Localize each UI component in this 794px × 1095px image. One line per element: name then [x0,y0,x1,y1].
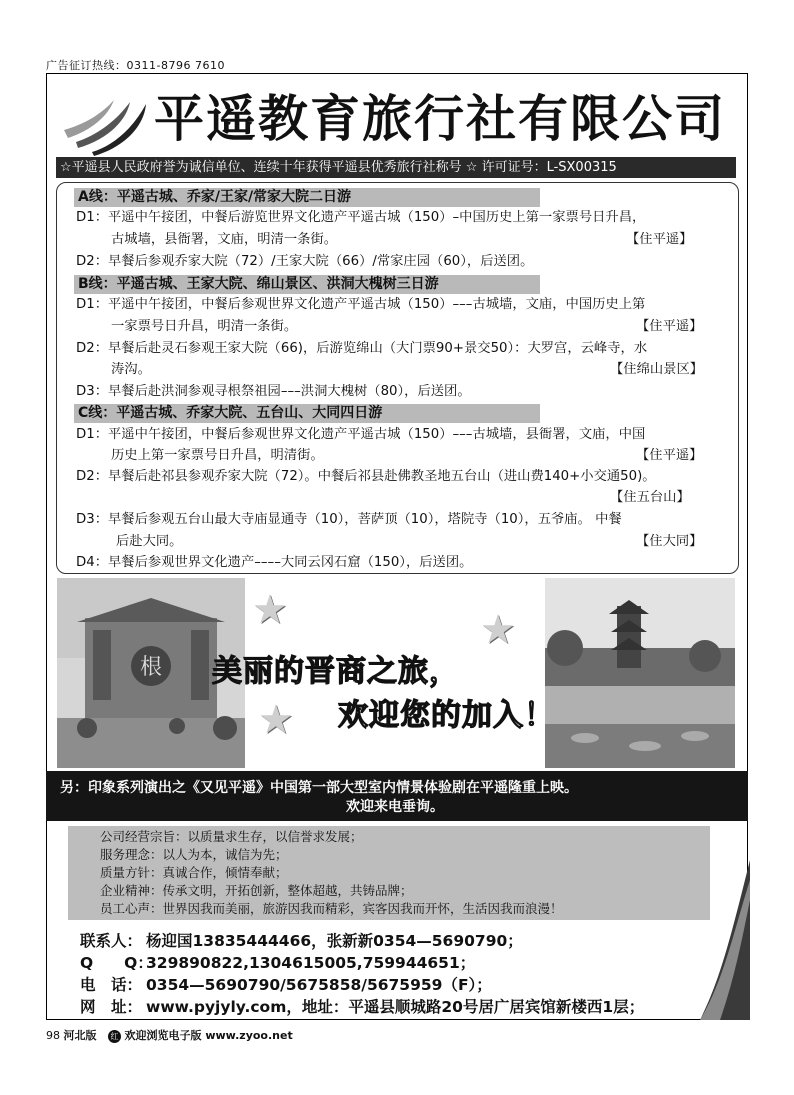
star-icon: ★ [480,607,516,653]
route-b-d1-cont: 一家票号日升昌，明清一条街。 [111,319,298,334]
site-logo-icon: 红 [108,1030,121,1043]
honor-bar: ☆平遥县人民政府誉为诚信单位、连续十年获得平遥县优秀旅行社称号 ☆ 许可证号：L-SX00315 [56,157,736,178]
route-b-d3: D3：早餐后赴洪洞参观寻根祭祖园–––洪洞大槐树（80），后送团。 [76,384,471,399]
value-line: 公司经营宗旨：以质量求生存，以信誉求发展； [100,829,363,844]
route-c-title: C线：平遥古城、乔家大院、五台山、大同四日游 [74,404,540,423]
contact-person-label: 联系人： [80,932,143,950]
contact-qq-value: 329890822,1304615005,759944651； [146,954,476,972]
route-c-stay-3: 【住大同】 [636,534,703,549]
contact-web-label: 网 址： [80,998,143,1016]
route-c-stay-2: 【住五台山】 [610,490,690,505]
route-a-stay-1: 【住平遥】 [626,232,693,247]
route-a-d1-cont: 古城墙，县衙署，文庙，明清一条街。 [111,232,338,247]
route-b-d2: D2：早餐后赴灵石参观王家大院（66)，后游览绵山（大门票90+景交50）：大罗宫，云峰寺，水 [76,341,648,356]
route-c-d3: D3：早餐后参观五台山最大寺庙显通寺（10），菩萨顶（10），塔院寺（10），五爷庙。 中餐 [76,512,622,527]
value-line: 企业精神：传承文明，开拓创新，整体超越，共铸品牌； [100,883,413,898]
star-icon: ★ [252,587,288,633]
route-a-title: A线：平遥古城、乔家/王家/常家大院二日游 [74,188,540,207]
page-footer [46,1027,293,1043]
contact-tel-label: 电 话： [80,976,143,994]
slogan-line-1: 美丽的晋商之旅， [212,654,460,689]
edition-label: 河北版 [63,1029,97,1042]
route-a-d2: D2：早餐后参观乔家大院（72）/王家大院（66）/常家庄园（60），后送团。 [76,254,534,269]
route-c-d2: D2：早餐后赴祁县参观乔家大院（72）。中餐后祁县赴佛教圣地五台山（进山费140+小交通50)。 [76,469,656,484]
notice-line-2: 欢迎来电垂询。 [346,799,444,815]
route-b-d1: D1：平遥中午接团，中餐后参观世界文化遗产平遥古城（150）–––古城墙，文庙，中国历史上第 [76,297,646,312]
route-c-stay-1: 【住平遥】 [636,448,703,463]
page-curl-icon [690,860,750,1020]
contact-web-value: www.pyjyly.com，地址：平遥县顺城路20号居广居宾馆新楼西1层； [146,998,645,1016]
route-b-title: B线：平遥古城、王家大院、绵山景区、洪洞大槐树三日游 [74,275,540,294]
contact-qq-label: Q Q： [80,954,153,972]
route-b-stay-1: 【住平遥】 [636,319,703,334]
browse-link[interactable]: 欢迎浏览电子版 www.zyoo.net [124,1029,293,1042]
value-line: 服务理念：以人为本，诚信为先； [100,847,288,862]
contact-tel-value: 0354—5690790/5675858/5675959（F）； [146,976,492,994]
company-values-box [68,826,710,920]
gate-plaque-text: 根 [139,655,163,680]
contact-person [80,930,523,952]
show-notice-bar [46,771,748,821]
contact-tel [80,974,492,996]
notice-line-1: 另：印象系列演出之《又见平遥》中国第一部大型室内情景体验剧在平遥隆重上映。 [60,780,578,796]
contact-person-value: 杨迎国13835444466，张新新0354—5690790； [146,932,523,950]
route-c-d1: D1：平遥中午接团，中餐后参观世界文化遗产平遥古城（150）–––古城墙，县衙署，文庙，中国 [76,427,646,442]
contact-web [80,996,644,1018]
route-c-d1-cont: 历史上第一家票号日升昌，明清街。 [111,448,324,463]
route-a-d1: D1：平遥中午接团，中餐后游览世界文化遗产平遥古城（150）–中国历史上第一家票号日升昌， [76,210,646,225]
pagoda-lake-photo [545,578,735,768]
value-line: 员工心声：世界因我而美丽，旅游因我而精彩，宾客因我而开怀，生活因我而浪漫！ [100,901,563,916]
company-name: 平遥教育旅行社有限公司 [154,90,726,148]
route-c-d3-cont: 后赴大同。 [116,534,183,549]
value-line: 质量方针：真诚合作，倾情奉献； [100,865,288,880]
star-icon: ★ [258,697,294,743]
route-b-d2-cont: 涛沟。 [111,362,151,377]
slogan-line-2: 欢迎您的加入！ [338,698,555,733]
route-c-d4: D4：早餐后参观世界文化遗产––––大同云冈石窟（150），后送团。 [76,555,473,570]
ad-hotline: 广告征订热线：0311-8796 7610 [46,59,225,72]
page-number: 98 [46,1029,60,1042]
company-logo-icon [58,86,150,156]
route-b-stay-2: 【住绵山景区】 [610,362,704,377]
contact-qq [80,952,475,974]
